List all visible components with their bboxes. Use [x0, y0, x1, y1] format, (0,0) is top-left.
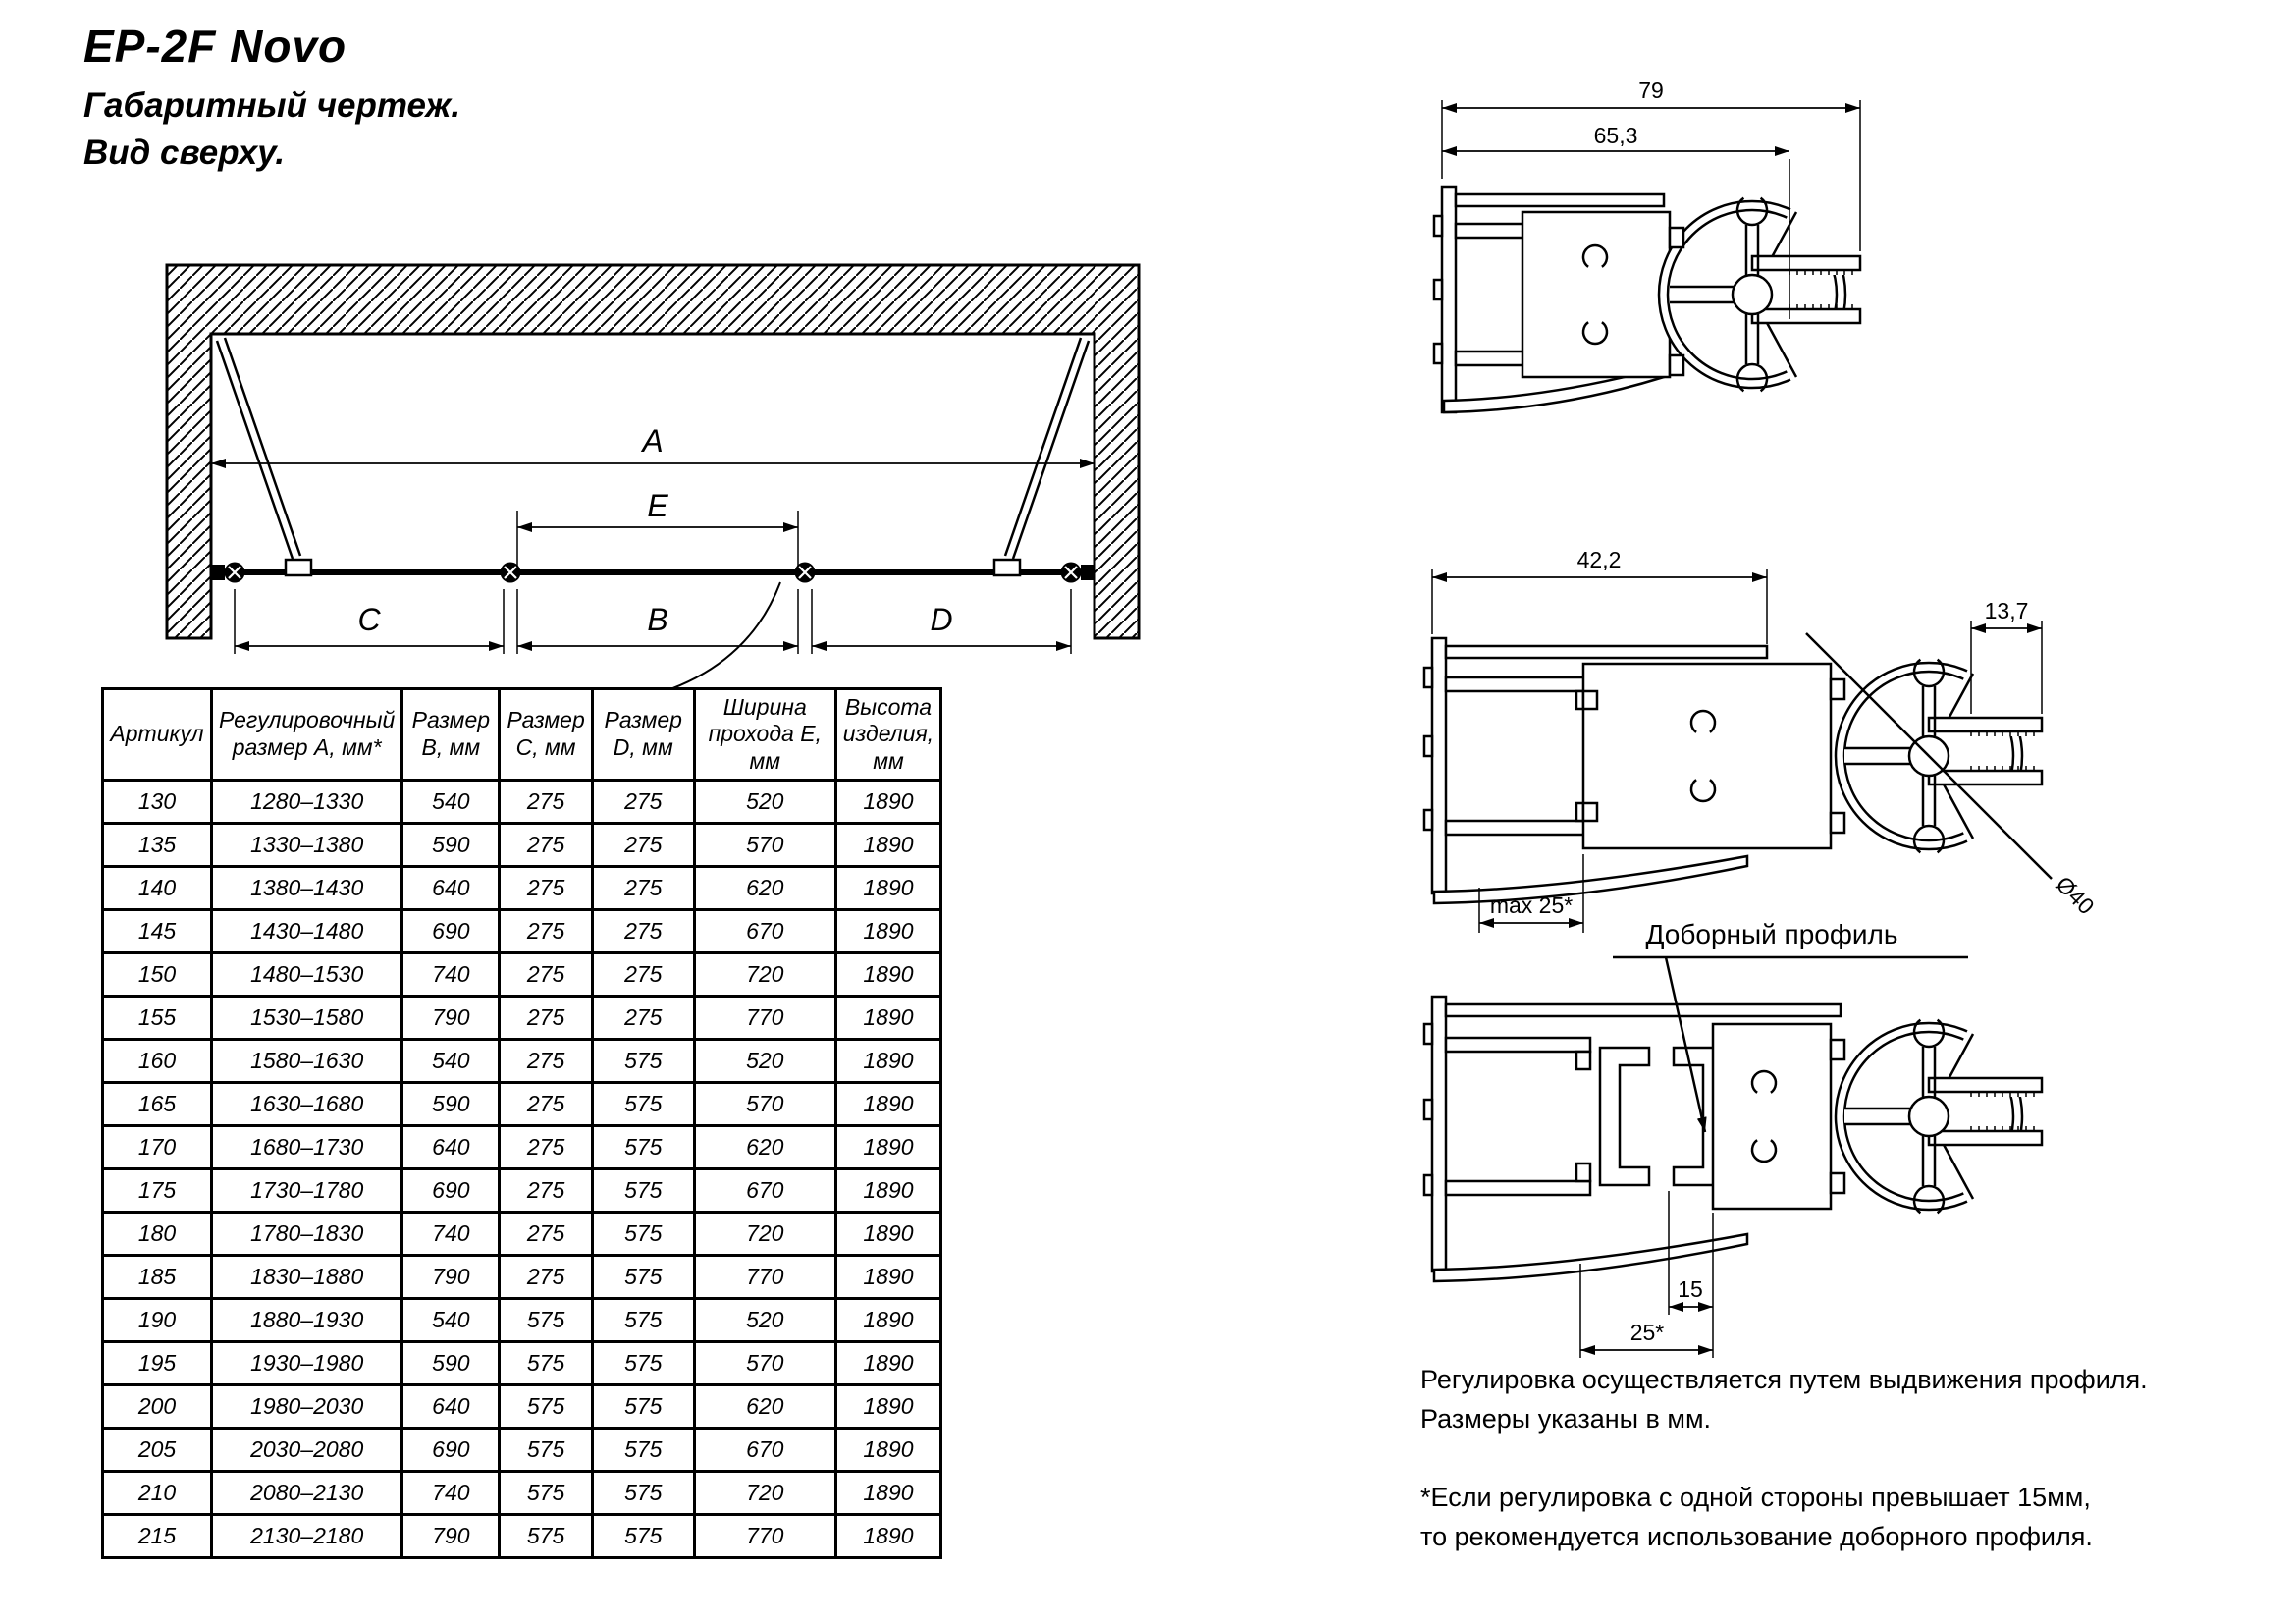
cell-razmer-d: 575 — [592, 1342, 694, 1385]
cell-razmer-d: 275 — [592, 824, 694, 867]
box-profile — [1583, 664, 1831, 848]
cell-razmer-a: 1630–1680 — [212, 1083, 402, 1126]
dim-diameter-40: Ø40 — [2051, 871, 2100, 920]
cell-razmer-a: 1830–1880 — [212, 1256, 402, 1299]
cell-razmer-d: 275 — [592, 910, 694, 953]
cell-razmer-c: 275 — [500, 1083, 592, 1126]
cell-artikul: 145 — [103, 910, 212, 953]
cell-vysota: 1890 — [835, 824, 940, 867]
cell-razmer-c: 275 — [500, 1213, 592, 1256]
cell-shirina-e: 520 — [694, 1299, 835, 1342]
table-row — [103, 1040, 941, 1083]
cell-vysota: 1890 — [835, 1083, 940, 1126]
dim-label-d: D — [930, 602, 953, 637]
dim-label-b: B — [647, 602, 668, 637]
pivot-tube-profile — [1659, 196, 1865, 393]
dim-15: 15 — [1678, 1276, 1703, 1302]
table-row — [103, 1429, 941, 1472]
cell-vysota: 1890 — [835, 910, 940, 953]
extension-profile-label: Доборный профиль — [1645, 919, 1898, 949]
col-shirina-e: Ширина прохода Е, мм — [694, 689, 835, 781]
table-row — [103, 910, 941, 953]
cell-artikul: 195 — [103, 1342, 212, 1385]
cell-artikul: 215 — [103, 1515, 212, 1558]
cell-razmer-a: 1380–1430 — [212, 867, 402, 910]
subtitle-view: Вид сверху. — [83, 134, 286, 172]
cell-razmer-a: 1880–1930 — [212, 1299, 402, 1342]
col-vysota: Высота изделия, мм — [835, 689, 940, 781]
cell-razmer-c: 275 — [500, 1169, 592, 1213]
cell-razmer-c: 575 — [500, 1299, 592, 1342]
dim-25: 25* — [1629, 1320, 1665, 1345]
cell-razmer-c: 275 — [500, 910, 592, 953]
cell-razmer-b: 540 — [402, 781, 500, 824]
note-asterisk-line1: *Если регулировка с одной стороны превышает 15мм, — [1420, 1483, 2091, 1512]
note-adjustment-line2: Размеры указаны в мм. — [1420, 1404, 1712, 1434]
dim-max-25: max 25* — [1489, 893, 1574, 918]
cell-vysota: 1890 — [835, 1299, 940, 1342]
cell-razmer-b: 690 — [402, 1429, 500, 1472]
cell-shirina-e: 720 — [694, 953, 835, 997]
cell-razmer-d: 575 — [592, 1126, 694, 1169]
cell-vysota: 1890 — [835, 997, 940, 1040]
title-block — [83, 20, 460, 181]
cell-razmer-d: 575 — [592, 1385, 694, 1429]
cell-shirina-e: 670 — [694, 1169, 835, 1213]
cell-razmer-b: 640 — [402, 867, 500, 910]
cell-razmer-d: 275 — [592, 953, 694, 997]
table-row — [103, 1515, 941, 1558]
note-adjustment — [1420, 1360, 2148, 1438]
cell-razmer-c: 275 — [500, 824, 592, 867]
note-asterisk-line2: то рекомендуется использование доборного профиля. — [1420, 1522, 2093, 1551]
cell-razmer-b: 740 — [402, 1472, 500, 1515]
cell-artikul: 210 — [103, 1472, 212, 1515]
cell-shirina-e: 620 — [694, 1126, 835, 1169]
cell-razmer-a: 1430–1480 — [212, 910, 402, 953]
cell-vysota: 1890 — [835, 1472, 940, 1515]
cell-razmer-d: 575 — [592, 1515, 694, 1558]
cell-razmer-a: 2130–2180 — [212, 1515, 402, 1558]
cell-shirina-e: 720 — [694, 1472, 835, 1515]
cell-shirina-e: 570 — [694, 1083, 835, 1126]
subtitle-drawing-type: Габаритный чертеж. — [83, 86, 461, 125]
table-row — [103, 867, 941, 910]
cell-vysota: 1890 — [835, 1040, 940, 1083]
cell-razmer-a: 1530–1580 — [212, 997, 402, 1040]
dim-42-2: 42,2 — [1576, 547, 1622, 572]
cell-razmer-b: 790 — [402, 1256, 500, 1299]
cell-artikul: 165 — [103, 1083, 212, 1126]
cell-artikul: 150 — [103, 953, 212, 997]
col-artikul: Артикул — [103, 689, 212, 781]
cell-shirina-e: 620 — [694, 1385, 835, 1429]
cell-shirina-e: 770 — [694, 997, 835, 1040]
cell-artikul: 135 — [103, 824, 212, 867]
cell-artikul: 155 — [103, 997, 212, 1040]
cell-razmer-b: 540 — [402, 1040, 500, 1083]
col-razmer-c: Размер С, мм — [500, 689, 592, 781]
cell-razmer-c: 575 — [500, 1342, 592, 1385]
cell-razmer-c: 275 — [500, 953, 592, 997]
table-row — [103, 1342, 941, 1385]
cell-artikul: 170 — [103, 1126, 212, 1169]
cell-shirina-e: 720 — [694, 1213, 835, 1256]
cell-artikul: 130 — [103, 781, 212, 824]
cell-razmer-d: 575 — [592, 1083, 694, 1126]
cell-razmer-a: 1930–1980 — [212, 1342, 402, 1385]
cell-artikul: 200 — [103, 1385, 212, 1429]
header-row — [103, 689, 941, 781]
cell-shirina-e: 770 — [694, 1256, 835, 1299]
cell-razmer-d: 575 — [592, 1169, 694, 1213]
cell-razmer-a: 1480–1530 — [212, 953, 402, 997]
box-profile — [1713, 1024, 1831, 1209]
cell-razmer-b: 740 — [402, 953, 500, 997]
cell-razmer-b: 640 — [402, 1385, 500, 1429]
cell-razmer-a: 1280–1330 — [212, 781, 402, 824]
dim-label-a: A — [642, 423, 664, 459]
dim-13-7: 13,7 — [1984, 598, 2029, 623]
cell-razmer-b: 690 — [402, 1169, 500, 1213]
table-row — [103, 1083, 941, 1126]
pivot-tube-profile — [1831, 658, 2042, 854]
cell-artikul: 190 — [103, 1299, 212, 1342]
table-row — [103, 824, 941, 867]
cell-vysota: 1890 — [835, 1429, 940, 1472]
cell-razmer-a: 1680–1730 — [212, 1126, 402, 1169]
cell-razmer-c: 275 — [500, 1256, 592, 1299]
cell-razmer-d: 275 — [592, 867, 694, 910]
cell-razmer-c: 575 — [500, 1385, 592, 1429]
hinge-icon — [1061, 563, 1082, 583]
col-razmer-b: Размер В, мм — [402, 689, 500, 781]
cell-razmer-c: 275 — [500, 867, 592, 910]
note-adjustment-line1: Регулировка осуществляется путем выдвижения профиля. — [1420, 1365, 2148, 1394]
cell-shirina-e: 670 — [694, 910, 835, 953]
cell-razmer-b: 790 — [402, 1515, 500, 1558]
dimension-labels — [357, 423, 952, 637]
page-title: EP-2F Novo — [83, 21, 347, 72]
cell-razmer-a: 1580–1630 — [212, 1040, 402, 1083]
cell-vysota: 1890 — [835, 1213, 940, 1256]
cell-razmer-d: 575 — [592, 1213, 694, 1256]
dim-79: 79 — [1638, 78, 1664, 103]
cell-razmer-b: 540 — [402, 1299, 500, 1342]
cell-artikul: 205 — [103, 1429, 212, 1472]
table-row — [103, 1126, 941, 1169]
cell-shirina-e: 520 — [694, 781, 835, 824]
table-row — [103, 781, 941, 824]
table-row — [103, 1213, 941, 1256]
profile-section-with-insert — [1418, 918, 2106, 1370]
cell-razmer-c: 275 — [500, 1040, 592, 1083]
cell-razmer-d: 575 — [592, 1256, 694, 1299]
cell-artikul: 160 — [103, 1040, 212, 1083]
size-table — [101, 687, 942, 1559]
cell-vysota: 1890 — [835, 867, 940, 910]
cell-razmer-a: 1730–1780 — [212, 1169, 402, 1213]
cell-artikul: 180 — [103, 1213, 212, 1256]
cell-artikul: 140 — [103, 867, 212, 910]
cell-razmer-a: 2080–2130 — [212, 1472, 402, 1515]
cell-razmer-b: 590 — [402, 1342, 500, 1385]
cell-razmer-a: 1330–1380 — [212, 824, 402, 867]
table-row — [103, 953, 941, 997]
cell-razmer-b: 740 — [402, 1213, 500, 1256]
cell-razmer-b: 590 — [402, 1083, 500, 1126]
table-row — [103, 997, 941, 1040]
col-razmer-d: Размер D, мм — [592, 689, 694, 781]
cell-razmer-b: 690 — [402, 910, 500, 953]
cell-razmer-d: 575 — [592, 1472, 694, 1515]
cell-vysota: 1890 — [835, 1256, 940, 1299]
cell-shirina-e: 770 — [694, 1515, 835, 1558]
cell-vysota: 1890 — [835, 1515, 940, 1558]
table-row — [103, 1472, 941, 1515]
cell-vysota: 1890 — [835, 1385, 940, 1429]
table-row — [103, 1385, 941, 1429]
cell-razmer-c: 575 — [500, 1515, 592, 1558]
cell-vysota: 1890 — [835, 1126, 940, 1169]
cell-shirina-e: 670 — [694, 1429, 835, 1472]
cell-vysota: 1890 — [835, 1342, 940, 1385]
hinge-icon — [225, 563, 245, 583]
cell-razmer-d: 575 — [592, 1040, 694, 1083]
dim-label-e: E — [647, 488, 668, 523]
pivot-tube-profile — [1831, 1018, 2042, 1215]
cell-artikul: 185 — [103, 1256, 212, 1299]
cell-razmer-c: 575 — [500, 1429, 592, 1472]
top-view-drawing — [103, 263, 1144, 734]
cell-razmer-d: 275 — [592, 781, 694, 824]
cell-razmer-c: 575 — [500, 1472, 592, 1515]
dimensions — [1580, 1191, 1713, 1358]
cell-artikul: 175 — [103, 1169, 212, 1213]
extension-profile-insert — [1600, 1048, 1723, 1185]
cell-razmer-a: 1980–2030 — [212, 1385, 402, 1429]
cell-razmer-a: 1780–1830 — [212, 1213, 402, 1256]
cell-razmer-d: 575 — [592, 1429, 694, 1472]
cell-vysota: 1890 — [835, 781, 940, 824]
cell-razmer-c: 275 — [500, 1126, 592, 1169]
cell-razmer-b: 640 — [402, 1126, 500, 1169]
table-row — [103, 1169, 941, 1213]
table-row — [103, 1256, 941, 1299]
size-table-body — [103, 781, 941, 1558]
dim-label-c: C — [357, 602, 381, 637]
cell-razmer-d: 275 — [592, 997, 694, 1040]
cell-razmer-d: 575 — [592, 1299, 694, 1342]
cell-shirina-e: 570 — [694, 1342, 835, 1385]
cell-vysota: 1890 — [835, 1169, 940, 1213]
cell-vysota: 1890 — [835, 953, 940, 997]
size-table-header — [103, 689, 941, 781]
col-razmer-a: Регулировочный размер А, мм* — [212, 689, 402, 781]
cell-razmer-b: 590 — [402, 824, 500, 867]
cell-razmer-a: 2030–2080 — [212, 1429, 402, 1472]
cell-razmer-c: 275 — [500, 781, 592, 824]
dim-65-3: 65,3 — [1593, 123, 1638, 148]
cell-shirina-e: 620 — [694, 867, 835, 910]
cell-razmer-b: 790 — [402, 997, 500, 1040]
box-profile — [1522, 212, 1670, 377]
note-asterisk — [1420, 1478, 2093, 1556]
profile-section-compact — [1428, 69, 2096, 481]
cell-razmer-c: 275 — [500, 997, 592, 1040]
table-row — [103, 1299, 941, 1342]
cell-shirina-e: 520 — [694, 1040, 835, 1083]
cell-shirina-e: 570 — [694, 824, 835, 867]
